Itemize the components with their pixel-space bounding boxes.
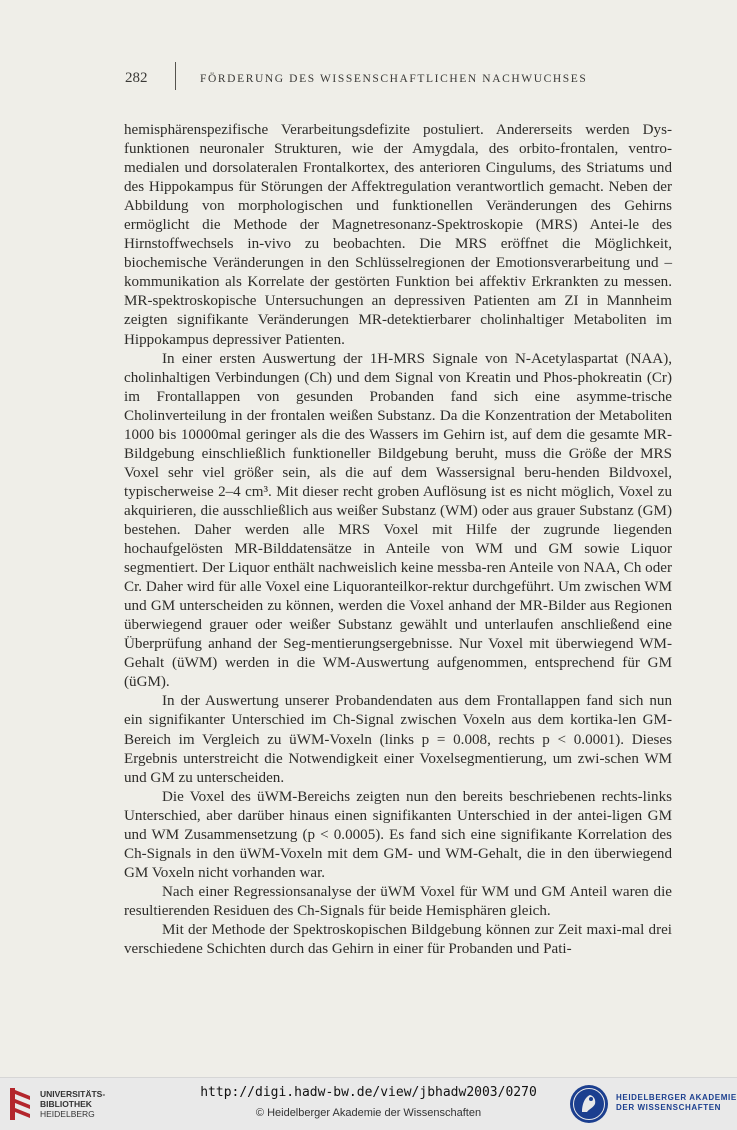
paragraph: In einer ersten Auswertung der 1H-MRS Signale von N-Acetylaspartat (NAA), cholinhaltigen Verbindungen (Ch) und dem Signal von Kreatin und Phos-phokreatin (Cr) im Frontallappen von gesunden Probanden fand sich eine asymme-trische Cholinverteilung in der frontalen weißen Substanz. Da die Konzentration der Metaboliten 1000 bis 10000mal geringer als die des Wassers im Gehirn ist, auf dem die gesamte MR-Bildgebung einschließlich funktioneller Bildgebung beruht, muss die Größe der MRS Voxel sehr viel größer sein, als die auf dem Wassersignal beru-henden Bildvoxel, typischerweise 2–4 cm³. Mit dieser recht groben Auflösung ist es nicht möglich, Voxel zu akquirieren, die ausschließlich aus weißer Substanz (WM) oder aus grauer Substanz (GM) bestehen. Daher werden alle MRS Voxel mit Hilfe der zugrunde liegenden hochaufgelösten MR-Bilddatensätze in Anteile von WM und GM sowie Liquor segmentiert. Der Liquor enthält nachweislich keine messba-ren Anteile von NAA, Ch oder Cr. Daher wird für alle Voxel eine Liquoranteilkor-rektur durchgeführt. Um zwischen WM und GM unterscheiden zu können, werden die Voxel anhand der MR-Bilder aus Regionen überwiegend grauer oder weißer Substanz gewählt und unterlaufen anschließend eine Überprüfung anhand der Seg-mentierungsergebnisse. Nur Voxel mit überwiegend WM-Gehalt (üWM) werden in die WM-Auswertung aufgenommen, entsprechend für GM (üGM). (124, 350, 672, 691)
academy-seal-icon[interactable] (569, 1084, 609, 1124)
viewer-footer (0, 1077, 737, 1130)
body-text (124, 121, 672, 959)
page-header (0, 62, 737, 96)
paragraph: Nach einer Regressionsanalyse der üWM Voxel für WM und GM Anteil waren die resultierenden Residuen des Ch-Signals für beide Hemisphären gleich. (124, 883, 672, 919)
paragraph: Die Voxel des üWM-Bereichs zeigten nun den bereits beschriebenen rechts-links Unterschied, aber darüber hinaus einen signifikanten Unterschied in der antei-ligen GM und WM Zusammensetzung (p < 0.0005). Es fand sich eine signifikante Korrelation des Ch-Signals in den üWM-Voxeln mit dem GM- und WM-Gehalt, die in den überwiegend GM Voxeln nicht vorhanden war. (124, 788, 672, 881)
paragraph: Mit der Methode der Spektroskopischen Bildgebung können zur Zeit maxi-mal drei verschiedene Schichten durch das Gehirn in einer für Probanden und Pati- (124, 921, 672, 958)
page-number: 282 (125, 70, 148, 86)
permalink-url[interactable]: http://digi.hadw-bw.de/view/jbhadw2003/0270 (200, 1085, 537, 1100)
academy-name-line: DER WISSENSCHAFTEN (616, 1103, 722, 1112)
library-name-line: HEIDELBERG (40, 1109, 95, 1119)
academy-name (616, 1093, 737, 1113)
copyright-notice: © Heidelberger Akademie der Wissenschaften (255, 1107, 482, 1119)
paragraph: hemisphärenspezifische Verarbeitungsdefizite postuliert. Andererseits werden Dys-funktionen neuronaler Strukturen, wie der Amygdala, des orbito-frontalen, ventro-medialen und dorsolateralen Frontalkortex, des anterioren Cingulums, des Striatums und des Hippokampus für Störungen der Affektregulation verantwortlich gemacht. Neben der Abbildung von morphologischen und funktionellen Veränderungen des Gehirns ermöglicht die Methode der Magnetresonanz-Spektroskopie (MRS) Antei-le des Hirnstoffwechsels in-vivo zu beobachten. Die MRS eröffnet die Möglichkeit, biochemische Veränderungen in den Schlüsselregionen der Emotionsverarbeitung und – kommunikation als Korrelate der gestörten Funktion bei affektiv Erkrankten zu messen. MR-spektroskopische Untersuchungen an depressiven Patienten am ZI in Mannheim zeigten signifikante Veränderungen MR-detektierbarer cholinhaltiger Metaboliten im Hippokampus depressiver Patienten. (124, 122, 672, 348)
header-divider (175, 62, 176, 90)
paragraph: In der Auswertung unserer Probandendaten aus dem Frontallappen fand sich nun ein signifikanter Unterschied im Ch-Signal zwischen Voxeln aus dem kortika-len GM-Bereich im Vergleich zu üWM-Voxeln (links p = 0.008, rechts p < 0.0001). Dieses Ergebnis unterstreicht die Notwendigkeit einer Voxelsegmentierung, um zwi-schen WM und GM zu unterscheiden. (124, 693, 672, 786)
academy-name-line: HEIDELBERGER AKADEMIE (616, 1093, 737, 1102)
library-name-line: UNIVERSITÄTS- (40, 1089, 106, 1099)
library-name-line: BIBLIOTHEK (40, 1099, 92, 1109)
running-title: FÖRDERUNG DES WISSENSCHAFTLICHEN NACHWUCHSES (200, 73, 588, 85)
